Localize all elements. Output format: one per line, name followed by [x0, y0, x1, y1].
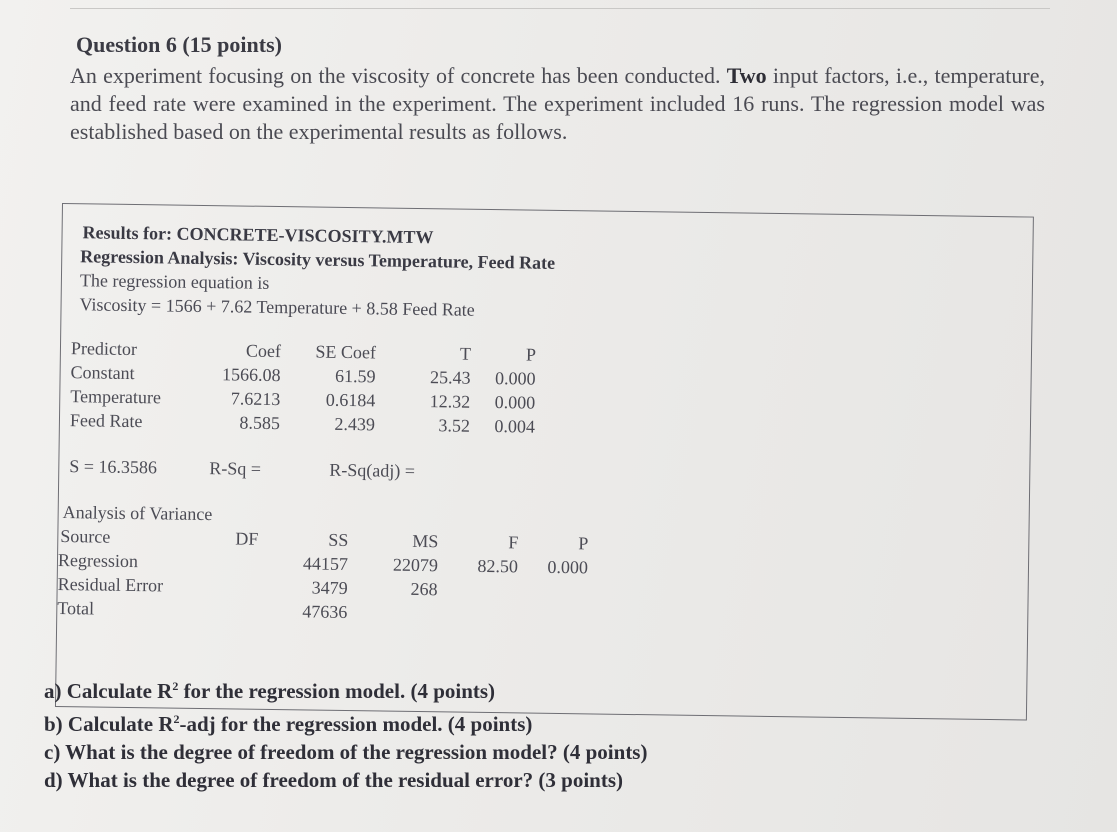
- anova-f-value: [447, 603, 517, 604]
- regression-equation: Viscosity = 1566 + 7.62 Temperature + 8.58 Feed Rate: [79, 294, 475, 320]
- coef-row-label: Constant: [70, 362, 135, 384]
- anova-header-ss: SS: [328, 529, 349, 551]
- question-intro: [70, 62, 1045, 146]
- coef-value: 7.6213: [230, 388, 281, 410]
- results-file-line: Results for: CONCRETE-VISCOSITY.MTW: [82, 222, 434, 248]
- coef-se-value: 2.439: [334, 413, 376, 435]
- anova-p-value: [527, 605, 587, 606]
- anova-p-value: [528, 581, 588, 582]
- anova-f-value: 82.50: [477, 555, 519, 577]
- question-part-d: d) What is the degree of freedom of the residual error? (3 points): [44, 768, 623, 792]
- anova-df-value: [208, 576, 258, 577]
- anova-p-value: 0.000: [547, 556, 589, 578]
- question-part-b: [44, 705, 647, 738]
- part-a-text-end: for the regression model. (4 points): [178, 679, 496, 703]
- coef-header-coef: Coef: [245, 340, 282, 362]
- part-a-superscript: 2: [172, 679, 179, 693]
- coef-header-predictor: Predictor: [70, 338, 138, 360]
- anova-ms-value: 268: [410, 578, 438, 600]
- analysis-line: Regression Analysis: Viscosity versus Temperature, Feed Rate: [80, 246, 556, 273]
- anova-header-f: F: [508, 532, 519, 553]
- intro-text-2: input factors, i.e., temperature, and feed rate were examined in the experiment. The experiment included 16 runs. The regression model was established based on the experimental results as follows.: [70, 63, 1045, 144]
- anova-row-label: Residual Error: [57, 573, 164, 596]
- coef-se-value: 0.6184: [325, 389, 376, 411]
- s-value: S = 16.3586: [69, 456, 158, 478]
- top-rule: [70, 8, 1050, 9]
- coef-t-value: 25.43: [429, 367, 471, 388]
- coef-se-value: 61.59: [334, 365, 376, 387]
- anova-ss-value: 44157: [302, 553, 349, 575]
- question-part-a: [44, 672, 647, 705]
- anova-ss-value: 47636: [302, 601, 348, 623]
- part-b-text: b) Calculate R: [44, 712, 174, 736]
- question-part-c: c) What is the degree of freedom of the regression model? (4 points): [44, 740, 648, 764]
- anova-ms-value: [367, 602, 437, 603]
- anova-row-label: Regression: [57, 549, 139, 572]
- anova-header-p: P: [578, 533, 589, 554]
- coef-p-value: 0.000: [494, 368, 536, 389]
- regression-output-box: [55, 203, 1034, 721]
- anova-f-value: [448, 579, 518, 580]
- coef-p-value: 0.000: [494, 392, 536, 413]
- coef-row-label: Feed Rate: [69, 410, 143, 432]
- anova-row-label: Total: [57, 597, 95, 619]
- anova-title: Analysis of Variance: [62, 502, 213, 525]
- coef-header-t: T: [459, 343, 472, 364]
- anova-ms-value: 22079: [392, 554, 439, 576]
- coef-t-value: 12.32: [429, 391, 471, 412]
- anova-df-value: [207, 600, 257, 601]
- anova-header-source: Source: [60, 526, 111, 547]
- coef-row-label: Temperature: [70, 386, 162, 408]
- coef-header-p: P: [525, 344, 537, 365]
- coef-value: 8.585: [239, 412, 281, 434]
- question-title: Question 6 (15 points): [76, 32, 282, 57]
- equation-label: The regression equation is: [79, 270, 270, 293]
- anova-ss-value: 3479: [311, 577, 348, 599]
- coef-t-value: 3.52: [438, 415, 471, 436]
- part-b-superscript: 2: [173, 712, 180, 726]
- coef-p-value: 0.004: [494, 416, 536, 437]
- intro-text-1: An experiment focusing on the viscosity of concrete has been conducted.: [70, 63, 721, 88]
- coef-header-se: SE Coef: [315, 341, 377, 363]
- part-a-text: a) Calculate R: [44, 679, 173, 703]
- anova-header-ms: MS: [412, 530, 439, 552]
- intro-emphasis: Two: [726, 63, 767, 88]
- coef-value: 1566.08: [221, 364, 281, 386]
- anova-df-value: [208, 552, 258, 553]
- part-b-text-end: -adj for the regression model. (4 points): [179, 712, 533, 736]
- question-parts: [44, 672, 647, 794]
- r-sq-label: R-Sq =: [209, 458, 262, 479]
- r-sq-adj-label: R-Sq(adj) =: [329, 459, 416, 481]
- anova-header-df: DF: [235, 528, 259, 549]
